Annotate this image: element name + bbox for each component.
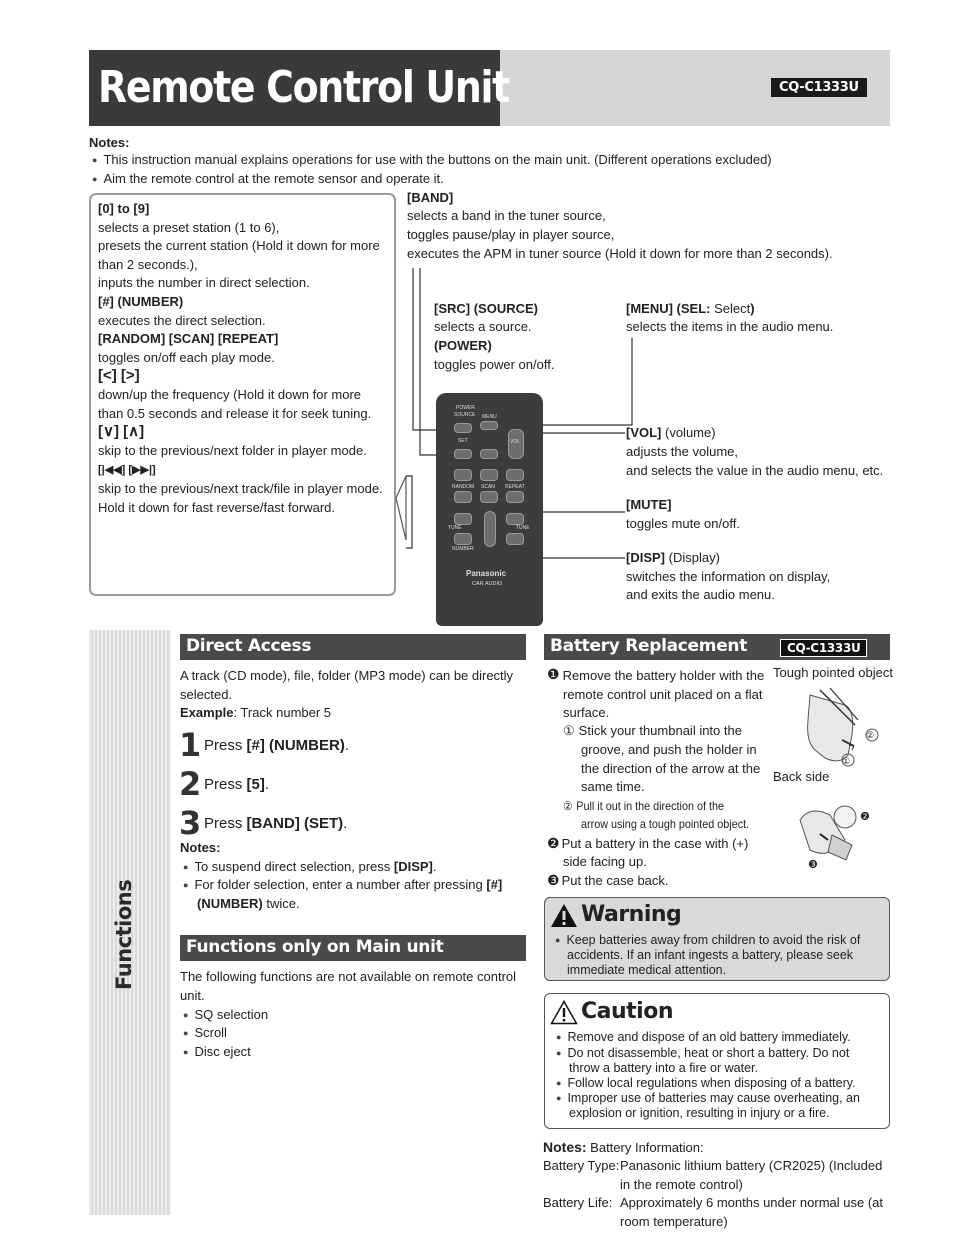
- page-title: Remote Control Unit: [98, 62, 509, 113]
- main-only-item: ● Scroll: [183, 1024, 227, 1044]
- battery-step-2: [547, 834, 748, 854]
- key-name: [|◀◀] [▶▶|]: [98, 464, 156, 477]
- src-desc: selects a source.: [434, 319, 532, 334]
- caution-item: ● Follow local regulations when disposing of a battery.: [556, 1076, 856, 1093]
- menu-key-bold: [MENU] (SEL:: [626, 301, 711, 316]
- substep-text: the direction of the arrow at the: [581, 761, 761, 776]
- note-key: (NUMBER): [197, 896, 263, 911]
- remote-brand: Panasonic: [466, 569, 507, 578]
- note-text: To suspend direct selection, press: [194, 859, 394, 874]
- example-text: : Track number 5: [233, 705, 332, 720]
- step-text: [204, 776, 269, 793]
- num-button[interactable]: [506, 469, 524, 481]
- vol-key-bold: [VOL]: [626, 425, 662, 440]
- remote-label: SET: [458, 438, 468, 444]
- band-desc: toggles pause/play in player source,: [407, 227, 615, 242]
- disp-desc: switches the information on display,: [626, 569, 831, 584]
- main-only-heading: Functions only on Main unit: [180, 935, 526, 961]
- step-suffix: .: [344, 737, 350, 754]
- key-name: [0] to [9]: [98, 201, 150, 216]
- remote-label: POWER: [456, 405, 475, 411]
- key-desc: skip to the previous/next folder in player mode.: [98, 442, 367, 458]
- direct-notes-heading: Notes:: [180, 840, 221, 855]
- key-desc: toggles on/off each play mode.: [98, 349, 275, 365]
- tune-up-button[interactable]: [506, 513, 524, 525]
- number-button[interactable]: [454, 533, 472, 545]
- battery-substep-2: [563, 797, 724, 816]
- main-only-intro: unit.: [180, 988, 205, 1003]
- step-marker: ❷: [547, 835, 560, 851]
- key-desc: than 0.5 seconds and release it for seek tuning.: [98, 405, 372, 421]
- band-desc: executes the APM in tuner source (Hold it down for more than 2 seconds).: [407, 246, 833, 261]
- battery-step-text: remote control unit placed on a flat: [563, 687, 763, 702]
- band-desc: selects a band in the tuner source,: [407, 208, 606, 223]
- remote-label: VOL: [510, 439, 521, 445]
- band-button[interactable]: [454, 449, 472, 459]
- key-name: [RANDOM] [SCAN] [REPEAT]: [98, 331, 279, 347]
- step-prefix: Press: [204, 815, 247, 832]
- step-number: 2: [179, 765, 202, 803]
- battery-step-3: [547, 871, 669, 891]
- main-only-item: ● Disc eject: [183, 1043, 251, 1063]
- key-name: [∨] [∧]: [98, 423, 145, 441]
- key-desc: skip to the previous/next track/file in player mode.: [98, 480, 383, 496]
- key-desc: than 2 seconds.),: [98, 256, 198, 272]
- src-button[interactable]: [454, 423, 472, 433]
- caution-icon: [550, 1000, 578, 1025]
- battery-step-text: surface.: [563, 705, 610, 720]
- note-key: [DISP]: [393, 859, 433, 874]
- notes-heading: Notes:: [89, 135, 130, 150]
- key-name: [#] (NUMBER): [98, 293, 184, 309]
- step-key: [5]: [246, 776, 265, 793]
- scan-button[interactable]: [480, 491, 498, 503]
- step-number: 1: [179, 726, 202, 764]
- caution-title: Caution: [581, 999, 673, 1024]
- note-item: ● This instruction manual explains operations for use with the buttons on the main unit. (Different operations excluded): [92, 151, 772, 171]
- power-desc: toggles power on/off.: [434, 357, 555, 372]
- note-text: .: [432, 859, 437, 874]
- remote-label: TUNE: [448, 525, 462, 531]
- src-key-name: [SRC] (SOURCE): [434, 301, 538, 316]
- battery-replacement-illustration: [770, 680, 890, 880]
- note-key: [#]: [486, 877, 503, 892]
- remote-label: SCAN: [481, 484, 495, 490]
- substep-text: Pull it out in the direction of the: [576, 799, 724, 813]
- folder-rocker[interactable]: [484, 511, 496, 547]
- substep-text: groove, and push the holder in: [581, 742, 757, 757]
- model-badge: CQ-C1333U: [771, 78, 867, 97]
- warning-icon: [550, 903, 578, 928]
- figure-label-tool: Tough pointed object: [773, 665, 893, 680]
- caution-item: ● Improper use of batteries may cause overheating, an: [556, 1091, 860, 1108]
- mute-button[interactable]: [480, 449, 498, 459]
- battery-substep-1: [563, 722, 742, 741]
- battery-life-label: Battery Life:: [543, 1195, 613, 1210]
- step-key: [#] (NUMBER): [246, 737, 345, 754]
- direct-intro: selected.: [180, 687, 233, 702]
- battery-type-value: Panasonic lithium battery (CR2025) (Included: [620, 1158, 883, 1173]
- disp-desc: and exits the audio menu.: [626, 587, 775, 602]
- caution-item-cont: explosion or ignition, resulting in injury or a fire.: [569, 1106, 830, 1120]
- warning-title: Warning: [581, 902, 682, 927]
- remote-label: REPEAT: [505, 484, 525, 490]
- direct-note-cont: [197, 895, 300, 914]
- repeat-button[interactable]: [506, 491, 524, 503]
- substep-marker: ②: [563, 799, 573, 813]
- step-marker: ❸: [547, 872, 560, 888]
- battery-step-text: Put a battery in the case with (+): [561, 836, 749, 851]
- figure-marker-step2: ❷: [860, 811, 870, 823]
- figure-marker-2: ②: [865, 730, 875, 740]
- battery-type-value: in the remote control): [620, 1177, 743, 1192]
- direct-intro: A track (CD mode), file, folder (MP3 mode) can be directly: [180, 668, 514, 683]
- battery-step-1: [547, 667, 764, 686]
- random-button[interactable]: [454, 491, 472, 503]
- disp-key-bold: [DISP]: [626, 550, 665, 565]
- key-desc: selects a preset station (1 to 6),: [98, 219, 280, 235]
- direct-note: [183, 858, 437, 878]
- num-button[interactable]: [454, 469, 472, 481]
- key-desc: presets the current station (Hold it down for more: [98, 238, 380, 254]
- remote-label: SOURCE: [454, 412, 476, 418]
- figure-label-back: Back side: [773, 769, 830, 784]
- direct-access-heading: Direct Access: [180, 634, 526, 660]
- vol-key-plain: (volume): [661, 425, 716, 440]
- battery-heading: Battery Replacement: [544, 634, 890, 660]
- step-prefix: Press: [204, 737, 247, 754]
- key-desc: Hold it down for fast reverse/fast forward.: [98, 499, 335, 515]
- menu-key-plain: Select: [714, 301, 751, 316]
- battery-type-label: Battery Type:: [543, 1158, 620, 1173]
- main-only-item: ● SQ selection: [183, 1006, 268, 1026]
- direct-example: [180, 704, 331, 723]
- step-suffix: .: [264, 776, 270, 793]
- caution-item: ● Do not disassemble, heat or short a battery. Do not: [556, 1046, 849, 1063]
- vol-desc: and selects the value in the audio menu, etc.: [626, 463, 884, 478]
- battery-step-text: Remove the battery holder with the: [562, 668, 765, 683]
- step-text: [204, 737, 349, 754]
- note-text: twice.: [262, 896, 300, 911]
- mute-desc: toggles mute on/off.: [626, 516, 740, 531]
- key-desc: inputs the number in direct selection.: [98, 275, 310, 291]
- substep-text: same time.: [581, 779, 645, 794]
- step-key: [BAND] (SET): [246, 815, 344, 832]
- menu-button[interactable]: [480, 421, 498, 430]
- battery-life-value: room temperature): [620, 1214, 728, 1229]
- remote-label: MENU: [482, 414, 497, 420]
- vol-desc: adjusts the volume,: [626, 444, 739, 459]
- mute-key-name: [MUTE]: [626, 497, 672, 512]
- key-desc: executes the direct selection.: [98, 312, 266, 328]
- caution-item-cont: throw a battery into a fire or water.: [569, 1061, 758, 1075]
- substep-marker: ①: [563, 723, 575, 738]
- num-button[interactable]: [480, 469, 498, 481]
- note-text: For folder selection, enter a number after pressing: [194, 877, 487, 892]
- note-item: ● Aim the remote control at the remote sensor and operate it.: [92, 170, 444, 190]
- battery-life-value: Approximately 6 months under normal use (at: [620, 1195, 884, 1210]
- example-label: Example: [180, 705, 234, 720]
- warning-text: accidents. If an infant ingests a battery, please seek: [567, 948, 854, 962]
- remote-sub: CAR AUDIO: [472, 581, 503, 587]
- key-name: [<] [>]: [98, 367, 140, 385]
- direct-note: [183, 876, 502, 896]
- step-prefix: Press: [204, 776, 247, 793]
- band-key-name: [BAND]: [407, 190, 454, 205]
- step-suffix: .: [343, 815, 348, 832]
- warning-text: ● Keep batteries away from children to avoid the risk of: [555, 933, 860, 950]
- key-desc: down/up the frequency (Hold it down for more: [98, 386, 362, 402]
- menu-key-close: ): [750, 301, 755, 316]
- caution-item: ● Remove and dispose of an old battery immediately.: [556, 1030, 851, 1047]
- battery-notes-heading: [543, 1138, 704, 1158]
- battery-step-text: side facing up.: [563, 854, 647, 869]
- substep-text: Stick your thumbnail into the: [578, 723, 742, 738]
- disp-key-plain: (Display): [665, 550, 720, 565]
- remote-control-illustration: [436, 393, 543, 626]
- disp-button[interactable]: [506, 533, 524, 545]
- power-key-name: (POWER): [434, 338, 492, 353]
- notes-intro: Battery Information:: [586, 1140, 704, 1155]
- battery-step-text: Put the case back.: [561, 873, 669, 888]
- remote-label: RANDOM: [452, 484, 475, 490]
- substep-text: arrow using a tough pointed object.: [581, 817, 750, 831]
- tune-down-button[interactable]: [454, 513, 472, 525]
- main-only-intro: The following functions are not available on remote control: [180, 969, 517, 984]
- remote-label: TUNE: [516, 525, 530, 531]
- warning-text: immediate medical attention.: [567, 963, 727, 977]
- battery-model-badge: CQ-C1333U: [780, 639, 867, 657]
- figure-marker-1: ①: [841, 756, 851, 766]
- step-number: 3: [179, 804, 202, 842]
- remote-label: NUMBER: [452, 546, 474, 552]
- menu-desc: selects the items in the audio menu.: [626, 319, 834, 334]
- step-marker: ❶: [547, 666, 560, 682]
- figure-marker-step3: ❸: [808, 859, 818, 871]
- notes-label: Notes:: [543, 1139, 587, 1155]
- step-text: [204, 815, 347, 832]
- section-label: Functions: [112, 879, 136, 990]
